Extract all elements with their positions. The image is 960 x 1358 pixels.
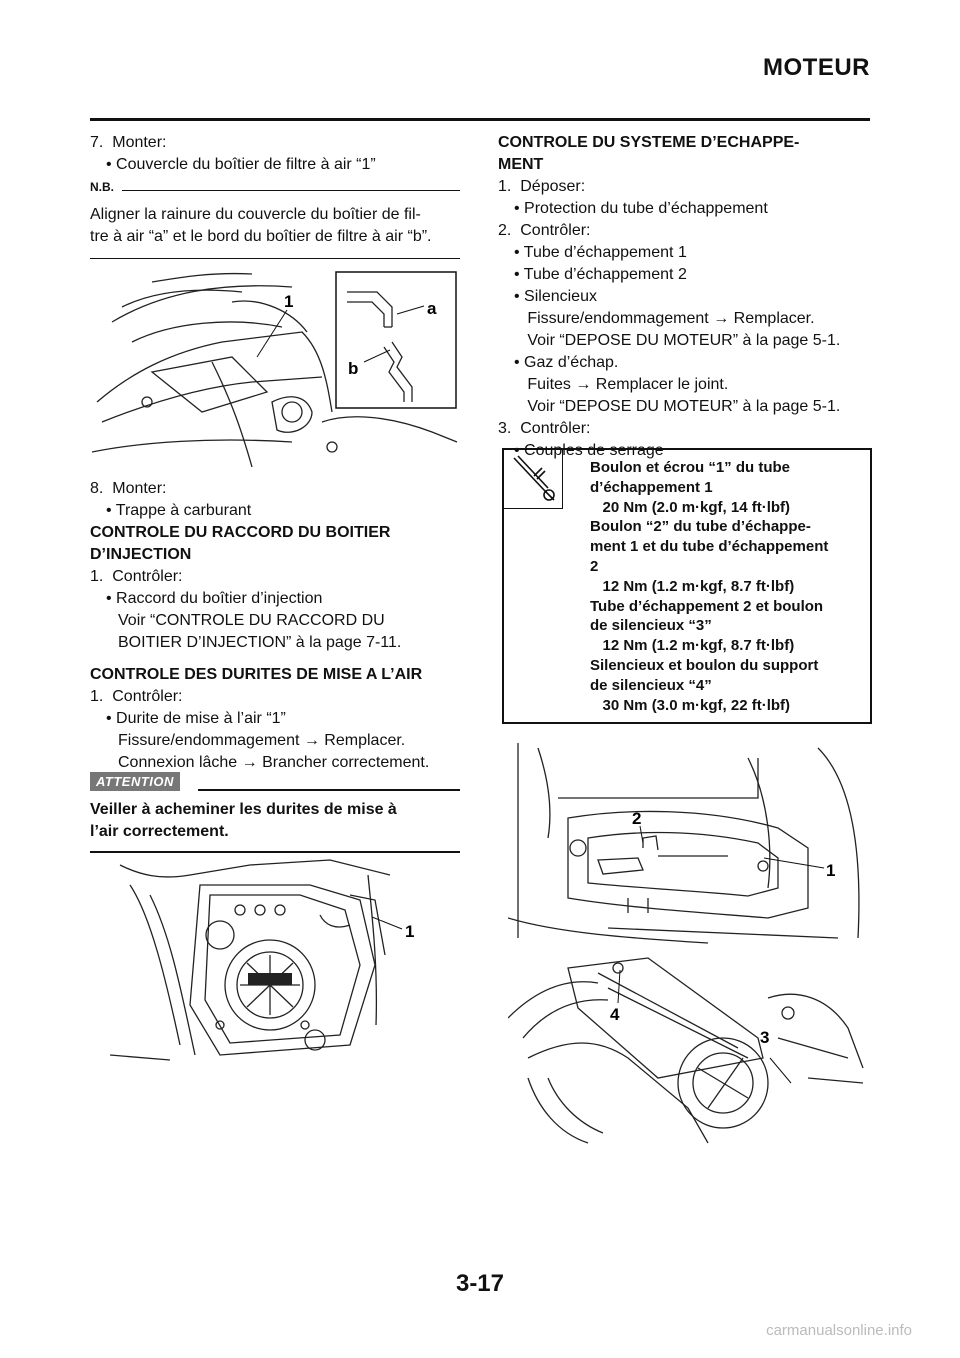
step-8-item: • Trappe à carburant [106, 502, 252, 519]
exhaust-item: Voir “DEPOSE DU MOTEUR” à la page 5-1. [514, 332, 841, 349]
durites-line-1: Fissure/endommagement → Remplacer. [118, 732, 406, 749]
torque-line: de silencieux “3” [590, 617, 712, 635]
exhaust-title-1: CONTROLE DU SYSTEME D’ECHAPPE- [498, 134, 800, 151]
torque-line: 12 Nm (1.2 m·kgf, 8.7 ft·lbf) [590, 577, 795, 595]
left-column [90, 132, 460, 176]
exhaust-step-2: 2. Contrôler: [498, 222, 591, 239]
exhaust-item: • Silencieux [514, 288, 597, 305]
fig3-callout-2: 2 [632, 809, 642, 828]
attention-bottom-rule [90, 851, 460, 853]
attention-line-2: l’air correctement. [90, 823, 229, 840]
torque-line: 20 Nm (2.0 m·kgf, 14 ft·lbf) [590, 498, 791, 516]
header-rule [90, 118, 870, 121]
figure-air-filter-cover [92, 262, 460, 470]
exhaust-title-2: MENT [498, 156, 544, 173]
durites-title: CONTROLE DES DURITES DE MISE A L’AIR [90, 666, 423, 683]
durites-step: 1. Contrôler: [90, 688, 183, 705]
attention-line-1: Veiller à acheminer les durites de mise à [90, 801, 397, 818]
page-header-title: MOTEUR [763, 54, 870, 81]
exhaust-item: • Tube d’échappement 2 [514, 266, 687, 283]
nb-bottom-rule [90, 258, 460, 259]
exhaust-step-3: 3. Contrôler: [498, 420, 591, 437]
figure-exhaust-system [508, 738, 868, 1148]
torque-line: ment 1 et du tube d’échappement [590, 538, 829, 556]
nb-label: N.B. [90, 180, 114, 194]
watermark: carmanualsonline.info [766, 1322, 912, 1339]
injection-ref-1: Voir “CONTROLE DU RACCORD DU [118, 612, 385, 629]
torque-line: Boulon “2” du tube d’échappe- [590, 518, 811, 536]
attention-box [90, 772, 460, 853]
injection-item: • Raccord du boîtier d’injection [106, 590, 323, 607]
injection-step: 1. Contrôler: [90, 568, 183, 585]
fig1-callout-b: b [348, 359, 359, 378]
step-7-item: • Couvercle du boîtier de filtre à air “1” [106, 156, 376, 173]
section-injection [90, 522, 460, 654]
page-number: 3-17 [455, 1270, 505, 1297]
attention-rule [198, 789, 460, 791]
exhaust-item: Fuites → Remplacer le joint. [514, 376, 729, 393]
attention-label: ATTENTION [90, 772, 180, 791]
torque-line: 30 Nm (3.0 m·kgf, 22 ft·lbf) [590, 696, 791, 714]
injection-ref-2: BOITIER D’INJECTION” à la page 7-11. [118, 634, 402, 651]
injection-title-1: CONTROLE DU RACCORD DU BOITIER [90, 524, 391, 541]
exhaust-item: Voir “DEPOSE DU MOTEUR” à la page 5-1. [514, 398, 841, 415]
exhaust-item: • Gaz d’échap. [514, 354, 619, 371]
fig3-callout-4: 4 [610, 1005, 620, 1024]
exhaust-step-1-item: • Protection du tube d’échappement [514, 200, 768, 217]
nb-line-1: Aligner la rainure du couvercle du boîtier de fil- [90, 206, 421, 223]
step-7: 7. Monter: [90, 134, 167, 151]
right-column [498, 132, 870, 462]
torque-line: Silencieux et boulon du support [590, 656, 819, 674]
durites-line-2: Connexion lâche → Brancher correctement. [118, 754, 430, 771]
torque-spec-text [590, 458, 870, 715]
exhaust-item: Fissure/endommagement → Remplacer. [514, 310, 815, 327]
exhaust-step-1: 1. Déposer: [498, 178, 586, 195]
fig3-callout-3: 3 [760, 1028, 770, 1047]
fig1-callout-a: a [427, 299, 437, 318]
torque-line: d’échappement 1 [590, 478, 713, 496]
torque-spec-box [502, 448, 872, 724]
exhaust-item: • Tube d’échappement 1 [514, 244, 687, 261]
injection-title-2: D’INJECTION [90, 546, 192, 563]
torque-line: 12 Nm (1.2 m·kgf, 8.7 ft·lbf) [590, 637, 795, 655]
figure-breather-hose [110, 855, 430, 1065]
step-8-block [90, 478, 460, 522]
torque-wrench-icon [504, 450, 563, 509]
fig2-callout-1: 1 [405, 922, 415, 941]
torque-line: Boulon et écrou “1” du tube [590, 459, 791, 476]
step-8: 8. Monter: [90, 480, 167, 497]
nb-rule [122, 190, 460, 191]
nb-note [90, 180, 460, 259]
durites-item: • Durite de mise à l’air “1” [106, 710, 286, 727]
torque-line: 2 [590, 557, 599, 575]
torque-line: Tube d’échappement 2 et boulon [590, 597, 824, 615]
nb-line-2: tre à air “a” et le bord du boîtier de filtre à air “b”. [90, 228, 432, 245]
section-breather-hoses [90, 664, 460, 774]
fig1-callout-1: 1 [284, 292, 294, 311]
torque-line: de silencieux “4” [590, 676, 712, 694]
exhaust-step-3-item: • Couples de serrage [514, 442, 664, 459]
fig3-callout-1: 1 [826, 861, 836, 880]
